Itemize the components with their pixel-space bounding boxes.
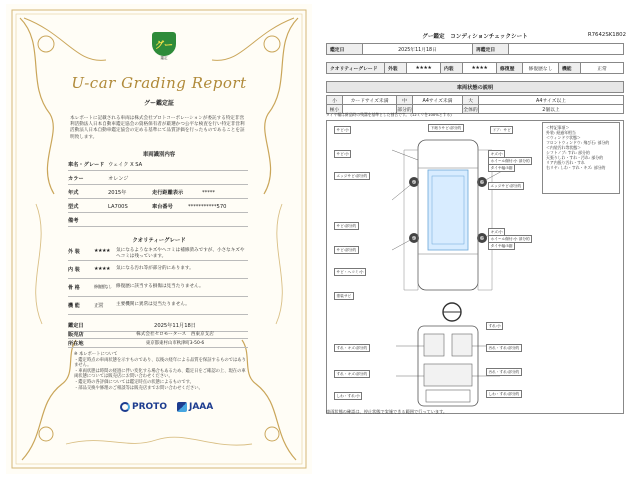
note-line: 右リヤ: しわ・すれ・キズ: 部分的 (546, 165, 606, 170)
address-label: 所在地 (68, 340, 84, 347)
quality-stars: ★★★★ (94, 266, 110, 272)
note-line: リア内張り汚れ・すれ (546, 160, 585, 165)
quality-label: 機 能 (68, 303, 80, 309)
interior-label: 内装 (441, 63, 463, 74)
frame-history-label: 修復歴 (497, 63, 523, 74)
quality-row-exterior (68, 246, 248, 261)
row-remark (68, 215, 248, 227)
quality-stars: 修復歴なし (94, 284, 112, 289)
name-label: 車名・グレード (68, 162, 105, 168)
scale-cell: カードサイズ未満 (343, 96, 397, 105)
damage-label: サビ:小 (334, 126, 351, 134)
state-header: 車両状態の説明 (326, 81, 624, 93)
damage-label: エッジサビ:部分的 (334, 172, 370, 180)
damage-label: ドア：サビ (490, 126, 513, 134)
tire-legend: タイヤ幅は新品時の残溝を基準とした割合です。 (12ミリを100%とする) (326, 112, 452, 117)
certificate-notes (74, 352, 246, 391)
recheck-label: 再鑑定日 (473, 44, 509, 55)
function-value: 正常 (581, 63, 624, 74)
row-address (68, 339, 248, 348)
quality-desc: 気になるようなキズやヘコミは補修済みですが、小さなキズやヘコミは残っています。 (116, 248, 245, 259)
row-color (68, 173, 248, 185)
sheet-grade-table (326, 62, 624, 74)
frame-value: ***********570 (188, 203, 227, 210)
scale-cell: 2個以上 (479, 105, 624, 114)
quality-desc: 修復歴に該当する損傷は見当たりません。 (116, 284, 204, 289)
sheet-id: R7642SK1802 (587, 32, 626, 38)
note-line: ・車両状態は時間の経過に伴い変化する場合もあるため、鑑定日をご確認の上、現在の車両状態については販売店にお問い合わせください。 (74, 368, 246, 380)
frame-history-value: 修復歴なし (523, 63, 559, 74)
damage-label: すれ・キズ:部分的 (334, 370, 370, 378)
row-name (68, 159, 248, 171)
quality-row-frame (68, 282, 248, 297)
proto-logo: PROTO (120, 402, 167, 412)
scale-cell: 大 (463, 96, 479, 105)
sheet-title: グー鑑定 コンディションチェックシート (422, 34, 528, 40)
jaaa-logo: JAAA (177, 402, 213, 412)
scale-cell: 部分的 (397, 105, 413, 114)
mileage-label: 走行距離表示 (152, 190, 184, 196)
note-line: ・鑑定時の各評価については鑑定時点の状態によるものです。 (74, 379, 194, 385)
note-line: ※ 本レポートについて (74, 352, 118, 357)
goo-shield-icon: グー (152, 32, 176, 56)
damage-label: 塗装サビ (334, 292, 354, 300)
quality-label: 外 装 (68, 249, 80, 255)
goo-badge (152, 32, 176, 60)
proto-ring-icon (120, 402, 130, 412)
grade-label: クオリティーグレード (327, 63, 385, 74)
note-line: ＜特記事項＞ (546, 125, 570, 130)
damage-label: しわ・すれ:小 (334, 392, 362, 400)
note-line: ＜内装汚れ等状態＞ (546, 145, 582, 150)
vehicle-section-title: 車両識別内容 (142, 152, 176, 158)
footer-logos (120, 402, 213, 412)
interior-stars: ★★★★ (463, 63, 497, 74)
scale-cell: 極小 (327, 105, 343, 114)
note-line: 天張りしわ・すれ・汚れ: 部分的 (546, 155, 604, 160)
color-label: カラー (68, 176, 84, 182)
damage-label: タイヤ幅:5割 (488, 242, 515, 250)
damage-label: サビ:部分的 (334, 246, 359, 254)
color-value: オレンジ (108, 176, 129, 182)
damage-label: サビ・ヘコミ:小 (334, 268, 366, 276)
damage-label: しわ・すれ:部分的 (486, 390, 522, 398)
row-year (68, 187, 248, 199)
row-model (68, 201, 248, 213)
damage-label: サビ:部分的 (334, 222, 359, 230)
quality-stars: ★★★★ (94, 248, 110, 254)
scale-cell: A4サイズ未満 (413, 96, 463, 105)
certificate-intro: 本レポートに記載される車両は株式会社プロトコーポレーションが委託する特定非営利活動法人日本自動車鑑定協会の資格保有者が厳選かつ公平な検査を行い特定非営利活動法人日本自動車鑑定協会の定める基準にて品質評価を行ったものであることを証明致します。 (70, 116, 245, 140)
note-line: シフトノブ: すれ: 部分的 (546, 150, 590, 155)
sheet-date-table (326, 43, 624, 55)
grading-certificate (6, 4, 312, 474)
damage-label: 汚れ・すれ:部分的 (486, 344, 522, 352)
quality-desc: 主要機関に異常は見当たりません。 (116, 302, 190, 307)
function-label: 機能 (559, 63, 581, 74)
exterior-label: 外装 (385, 63, 407, 74)
damage-label: すれ・キズ:部分的 (334, 344, 370, 352)
certificate-title: U-car Grading Report (71, 74, 247, 92)
damage-label: すれ:小 (486, 322, 503, 330)
damage-label: キズ:小 (488, 228, 505, 236)
model-value: LA700S (108, 203, 128, 210)
scale-cell: A4サイズ以上 (479, 96, 624, 105)
note-line: ・鑑定時点の車両状態を示すものであり、以後の経年による品質を保証するものではありません。 (74, 357, 246, 369)
date-label: 鑑定日 (68, 323, 84, 329)
damage-label: ホイール傷付:小 部分的 (488, 235, 532, 243)
remark-label: 備考 (68, 218, 79, 224)
damage-label: ホイール傷付:小 部分的 (488, 157, 532, 165)
year-value: 2015年 (108, 190, 127, 196)
scale-cell: 全体的 (463, 105, 479, 114)
name-value: ウェイク X SA (108, 162, 143, 168)
recheck-value (509, 44, 624, 55)
note-line: フロントウィンドウ: 飛び石: 部分的 (546, 140, 610, 145)
note-line: 外装: 経過年相当 (546, 130, 576, 135)
quality-section-title: クオリティーグレード (132, 238, 186, 244)
row-shop (68, 330, 248, 339)
damage-label: サビ:小 (334, 150, 351, 158)
exterior-stars: ★★★★ (407, 63, 441, 74)
damage-label: エッジサビ:部分的 (488, 182, 524, 190)
jaaa-mark-icon (177, 402, 187, 412)
quality-stars: 正常 (94, 303, 104, 309)
sheet-date-value: 2025年11月18日 (363, 44, 473, 55)
quality-label: 内 装 (68, 267, 80, 273)
frame-label: 車台番号 (152, 204, 173, 210)
sheet-footnote: 車両状態の確認は、停止状態で実施できる範囲で行っています。 (326, 409, 448, 414)
damage-label: 下廻りサビ:部分的 (428, 124, 464, 132)
quality-label: 骨 格 (68, 285, 80, 291)
address-value: 東京都東村山市秋津町3-50-6 (145, 341, 205, 346)
date-value: 2025年11月18日 (154, 323, 196, 329)
note-line: ＜ウィンドウ状態＞ (546, 135, 581, 140)
shop-label: 販売店 (68, 331, 84, 338)
model-label: 型式 (68, 204, 79, 210)
certificate-subtitle: グー鑑定証 (143, 100, 174, 107)
sheet-date-label: 鑑定日 (327, 44, 363, 55)
note-line: ・部品交換や修理のご相談等は販売店までお問い合わせください。 (74, 385, 203, 391)
badge-sub: 鑑定 (160, 56, 168, 60)
quality-row-function (68, 300, 248, 315)
damage-label: タイヤ幅:5割 (488, 164, 515, 172)
scale-cell: 中 (397, 96, 413, 105)
scale-cell: 小 (327, 96, 343, 105)
mileage-value: ***** (202, 189, 215, 196)
damage-label: 汚れ・すれ:部分的 (486, 368, 522, 376)
quality-row-interior (68, 264, 248, 279)
year-label: 年式 (68, 190, 79, 196)
quality-desc: 気になる汚れ等が部分的にあります。 (116, 266, 194, 271)
damage-label: キズ:小 (488, 150, 505, 158)
special-notes-box (542, 122, 620, 194)
shop-value: 株式会社セロモータース 西東京支店 (136, 332, 214, 337)
car-interior-diagram (396, 300, 500, 410)
